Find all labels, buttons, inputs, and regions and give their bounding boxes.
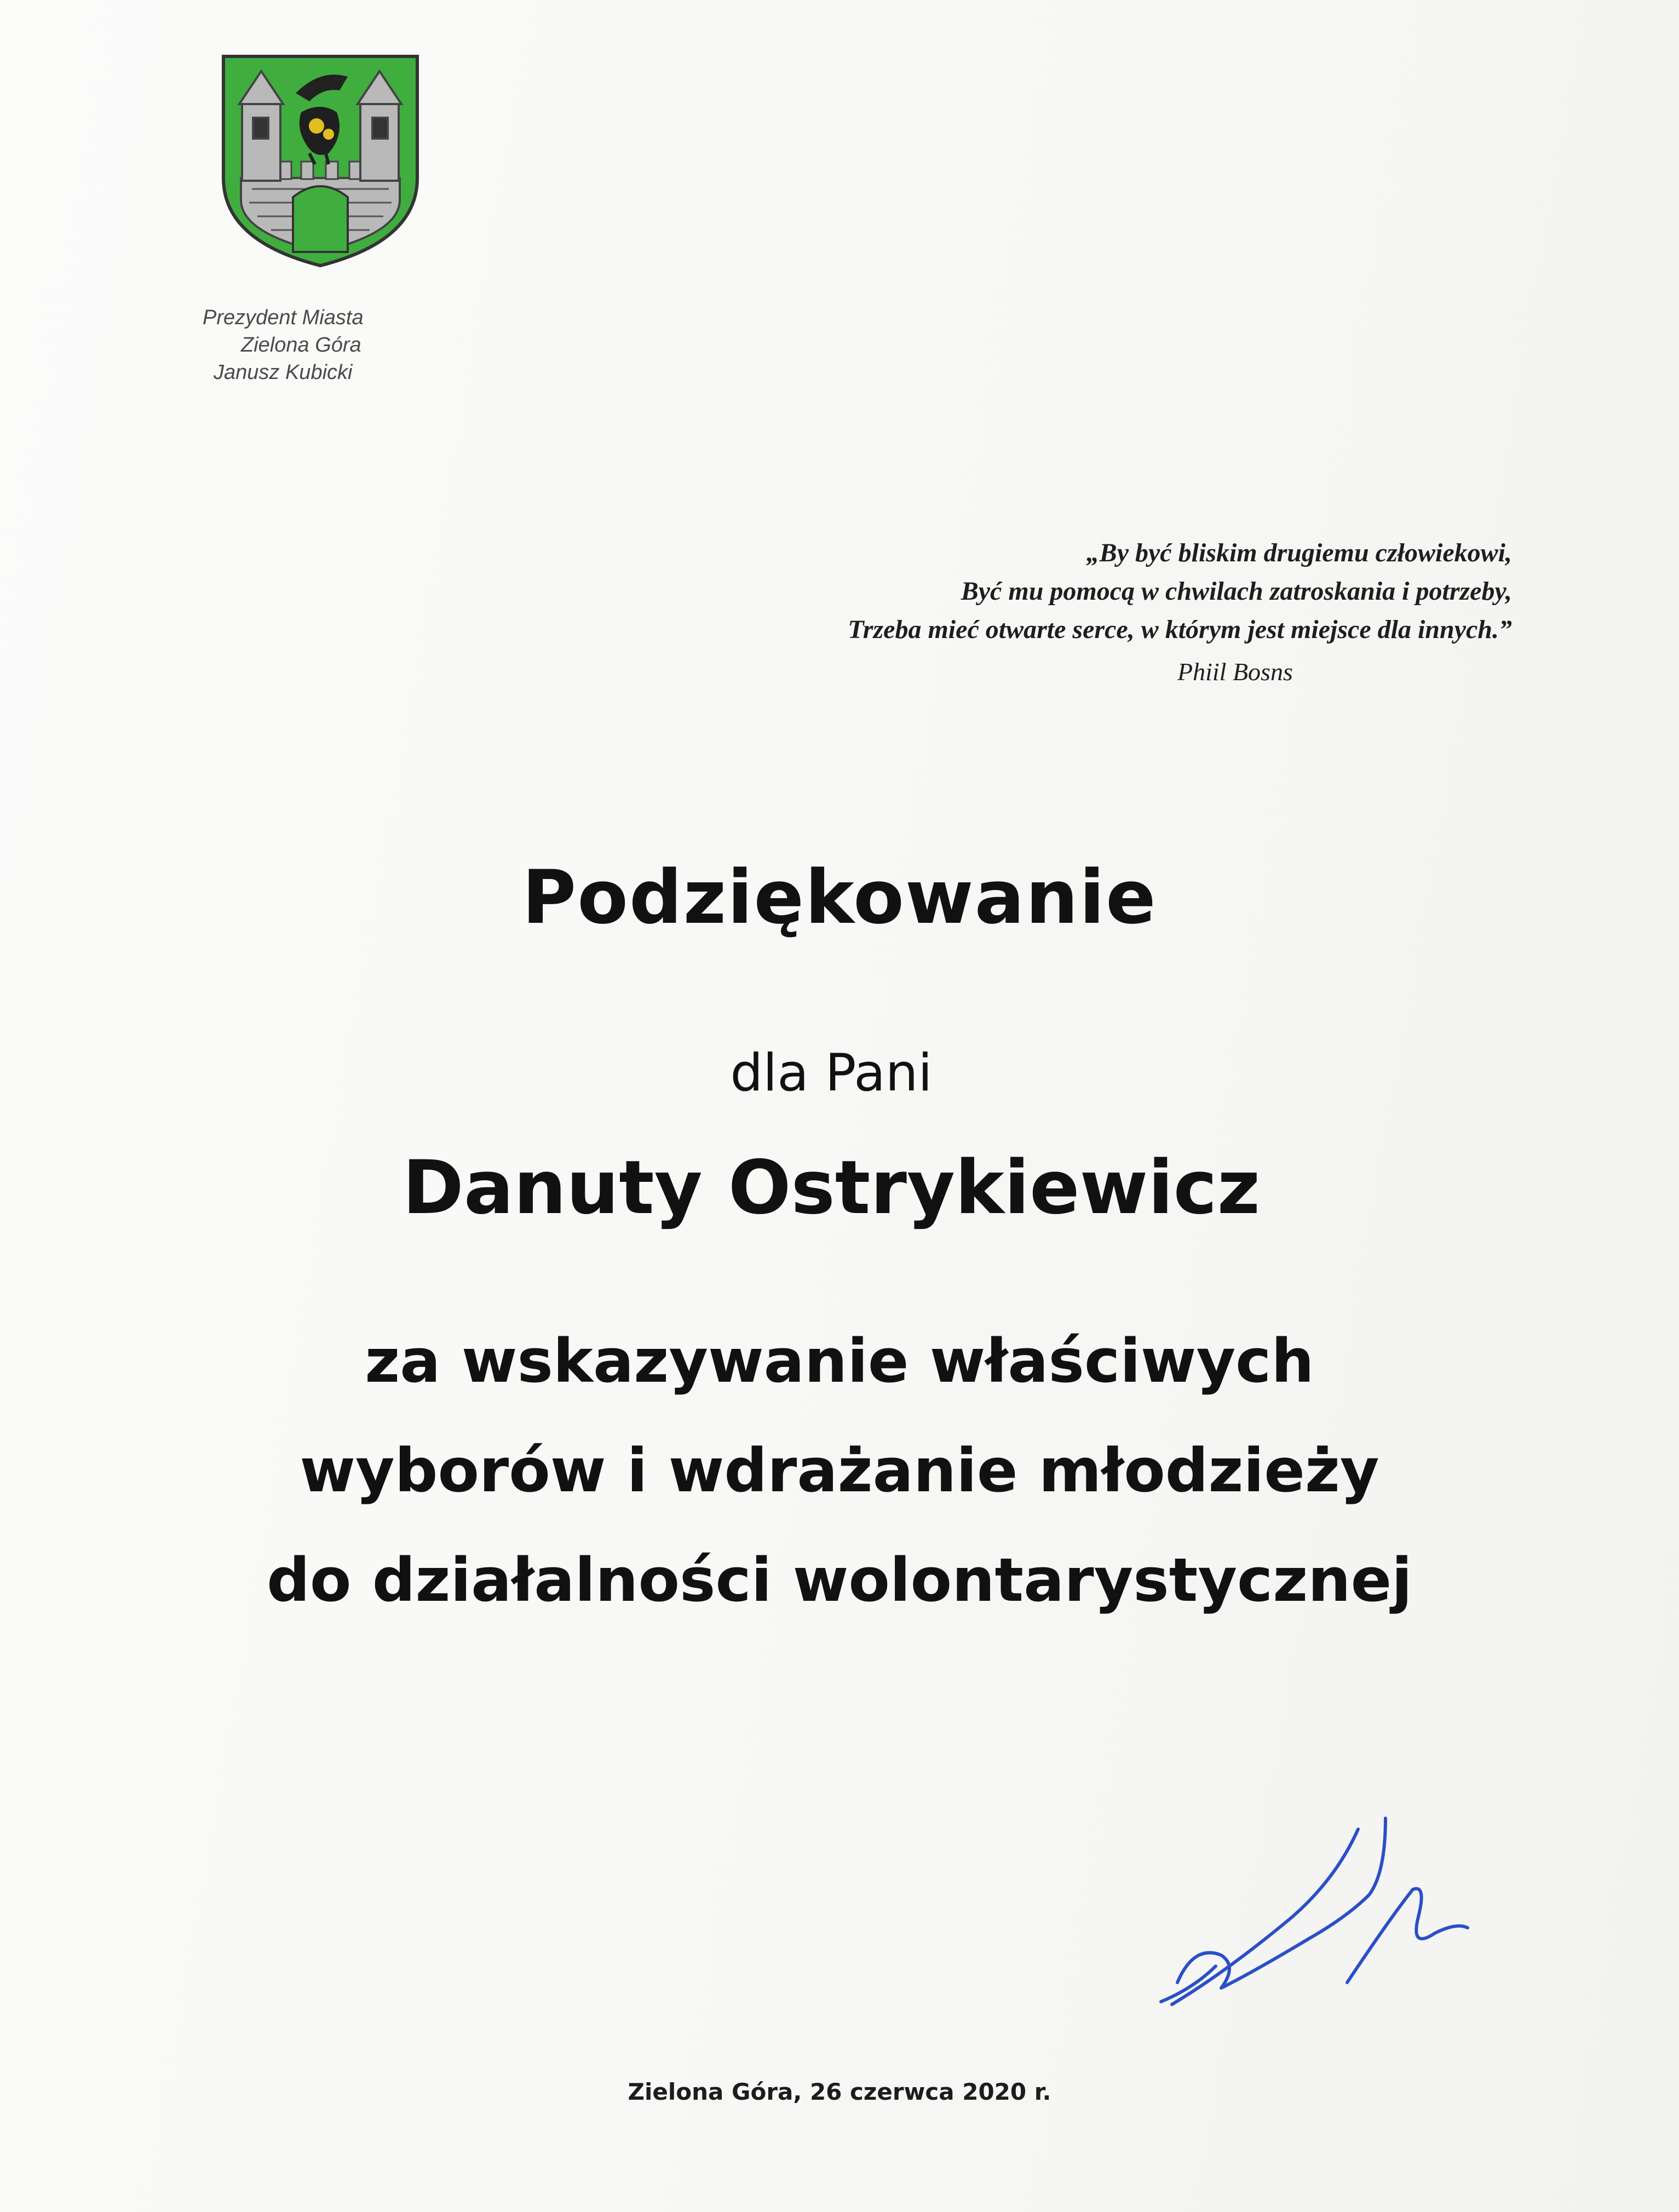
certificate-title: Podziękowanie (522, 854, 1157, 940)
issuer-block (197, 304, 449, 386)
recipient-name: Danuty Ostrykiewicz (402, 1145, 1261, 1231)
reason-line: wyborów i wdrażanie młodzieży (300, 1435, 1379, 1506)
reason-line: do działalności wolontarystycznej (267, 1545, 1412, 1615)
quote-line: Trzeba mieć otwarte serce, w którym jest miejsce dla innych.” (848, 615, 1512, 644)
reason-line: za wskazywanie właściwych (365, 1326, 1314, 1396)
motto-quote (581, 534, 1512, 649)
quote-line: Być mu pomocą w chwilach zatroskania i potrzeby, (961, 577, 1512, 606)
signature-icon (1128, 1807, 1490, 2015)
place-and-date: Zielona Góra, 26 czerwca 2020 r. (628, 2078, 1051, 2105)
quote-author: Phiil Bosns (1177, 658, 1293, 686)
issuer-city: Zielona Góra (241, 334, 361, 357)
coat-of-arms-icon (219, 52, 422, 268)
quote-line: „By być bliskim drugiemu człowiekowi, (1086, 538, 1512, 567)
issuer-name: Janusz Kubicki (214, 361, 353, 384)
issuer-title: Prezydent Miasta (203, 306, 364, 329)
reason-text (0, 1306, 1679, 1635)
recipient-salutation: dla Pani (730, 1043, 933, 1103)
